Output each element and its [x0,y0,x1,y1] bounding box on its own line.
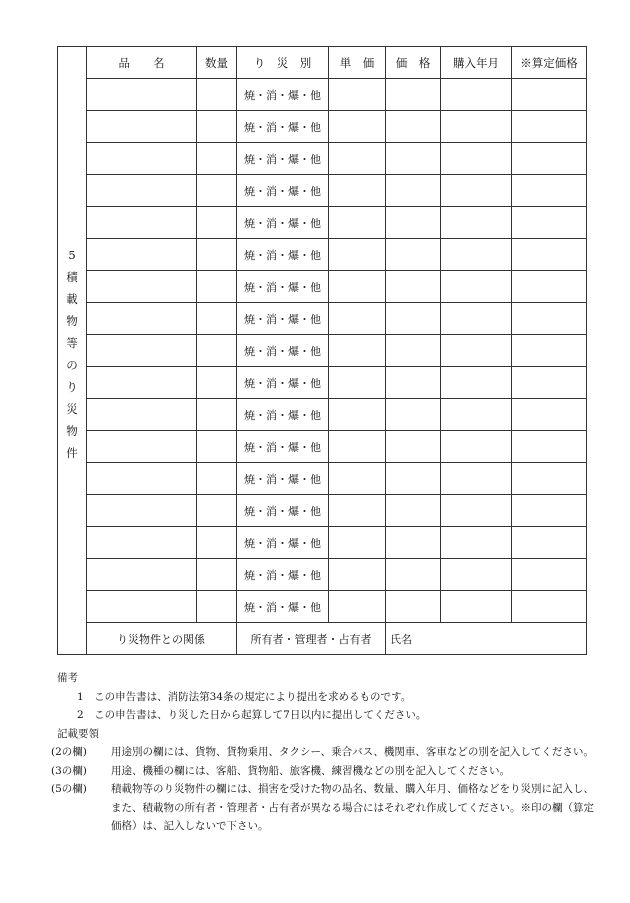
item-name-input[interactable] [87,239,197,271]
damage-type-cell: 焼・消・爆・他 [237,527,329,559]
item-name-input[interactable] [87,175,197,207]
relation-options[interactable]: 所有者・管理者・占有者 [237,623,386,655]
cargo-damage-table [57,46,587,655]
unit-price-input[interactable] [329,143,386,175]
unit-price-input[interactable] [329,303,386,335]
purchase-date-input[interactable] [441,207,512,239]
quantity-input[interactable] [197,591,237,623]
damage-type-cell: 焼・消・爆・他 [237,79,329,111]
unit-price-input[interactable] [329,367,386,399]
purchase-date-input[interactable] [441,303,512,335]
purchase-date-input[interactable] [441,495,512,527]
unit-price-input[interactable] [329,463,386,495]
assessed-price-cell [512,367,587,399]
quantity-input[interactable] [197,559,237,591]
item-name-input[interactable] [87,79,197,111]
table-row [58,495,587,527]
quantity-input[interactable] [197,239,237,271]
unit-price-input[interactable] [329,431,386,463]
instructions-heading: 記載要領 [57,727,99,740]
instruction-key: (2の欄) [51,746,87,758]
item-name-input[interactable] [87,591,197,623]
section-title-char: 載 [66,291,78,306]
table-row [58,527,587,559]
notes-section [51,669,597,836]
unit-price-input[interactable] [329,239,386,271]
item-name-input[interactable] [87,367,197,399]
header-damage-type: り 災 別 [237,47,329,79]
table-row [58,175,587,207]
instruction-key: (3の欄) [51,764,87,777]
unit-price-input[interactable] [329,591,386,623]
item-name-input[interactable] [87,111,197,143]
header-price: 価 格 [386,47,441,79]
header-quantity: 数量 [197,47,237,79]
header-row [58,47,587,79]
purchase-date-input[interactable] [441,463,512,495]
section-title-char: の [66,357,78,372]
table-row [58,271,587,303]
unit-price-input[interactable] [329,559,386,591]
table-row [58,143,587,175]
assessed-price-cell [512,271,587,303]
purchase-date-input[interactable] [441,591,512,623]
quantity-input[interactable] [197,303,237,335]
item-name-input[interactable] [87,143,197,175]
item-name-input[interactable] [87,559,197,591]
instruction-text: 用途別の欄には、貨物、貨物乗用、タクシー、乗合バス、機関車、客車などの別を記入してください。 [111,746,594,758]
damage-type-cell: 焼・消・爆・他 [237,207,329,239]
assessed-price-cell [512,143,587,175]
item-name-input[interactable] [87,271,197,303]
purchase-date-input[interactable] [441,239,512,271]
quantity-input[interactable] [197,367,237,399]
purchase-date-input[interactable] [441,527,512,559]
purchase-date-input[interactable] [441,143,512,175]
quantity-input[interactable] [197,463,237,495]
assessed-price-cell [512,79,587,111]
price-input[interactable] [386,79,441,111]
table-row [58,79,587,111]
unit-price-input[interactable] [329,175,386,207]
table-row [58,591,587,623]
item-name-input[interactable] [87,431,197,463]
purchase-date-input[interactable] [441,367,512,399]
price-input[interactable] [386,207,441,239]
assessed-price-cell [512,463,587,495]
section-title-char: 積 [66,269,78,284]
quantity-input[interactable] [197,271,237,303]
instruction-text: 用途、機種の欄には、客船、貨物船、旅客機、練習機などの別を記入してください。 [111,764,510,777]
price-input[interactable] [386,399,441,431]
unit-price-input[interactable] [329,111,386,143]
item-name-input[interactable] [87,303,197,335]
damage-type-cell: 焼・消・爆・他 [237,559,329,591]
purchase-date-input[interactable] [441,559,512,591]
quantity-input[interactable] [197,207,237,239]
purchase-date-input[interactable] [441,335,512,367]
relation-label: り災物件との関係 [87,623,237,655]
assessed-price-cell [512,335,587,367]
quantity-input[interactable] [197,111,237,143]
relation-row [58,623,587,655]
price-input[interactable] [386,143,441,175]
header-assessed-price: ※算定価格 [512,47,587,79]
table-row [58,207,587,239]
assessed-price-cell [512,431,587,463]
section-title-char: り [66,379,78,394]
section-label-cell [58,47,87,655]
assessed-price-cell [512,591,587,623]
quantity-input[interactable] [197,175,237,207]
header-unit-price: 単 価 [329,47,386,79]
assessed-price-cell [512,111,587,143]
instruction-text: 積載物等のり災物件の欄には、損害を受けた物の品名、数量、購入年月、価格などをり災別に記入し、また、積載物の所有者・管理者・占有者が異なる場合にはそれぞれ作成してください。※印の欄（算定価格）は、記入しないで下さい。 [111,783,594,832]
price-input[interactable] [386,463,441,495]
item-name-input[interactable] [87,463,197,495]
assessed-price-cell [512,495,587,527]
price-input[interactable] [386,367,441,399]
assessed-price-cell [512,239,587,271]
section-title-char: 災 [66,401,78,416]
purchase-date-input[interactable] [441,431,512,463]
table-row [58,367,587,399]
table-row [58,463,587,495]
damage-type-cell: 焼・消・爆・他 [237,175,329,207]
price-input[interactable] [386,495,441,527]
section-title-char: 等 [66,335,78,350]
assessed-price-cell [512,527,587,559]
table-body [58,47,587,655]
assessed-price-cell [512,559,587,591]
quantity-input[interactable] [197,495,237,527]
quantity-input[interactable] [197,527,237,559]
damage-type-cell: 焼・消・爆・他 [237,463,329,495]
item-name-input[interactable] [87,527,197,559]
item-name-input[interactable] [87,399,197,431]
table-row [58,239,587,271]
instruction-item [51,762,597,781]
price-input[interactable] [386,527,441,559]
instruction-key: (5の欄) [51,783,87,795]
note-item-2: 2 この申告書は、り災した日から起算して7日以内に提出してください。 [77,709,427,721]
price-input[interactable] [386,175,441,207]
assessed-price-cell [512,207,587,239]
quantity-input[interactable] [197,399,237,431]
damage-type-cell: 焼・消・爆・他 [237,143,329,175]
damage-type-cell: 焼・消・爆・他 [237,271,329,303]
table-row [58,303,587,335]
section-title-char: 物 [66,423,78,438]
price-input[interactable] [386,591,441,623]
unit-price-input[interactable] [329,399,386,431]
price-input[interactable] [386,303,441,335]
damage-type-cell: 焼・消・爆・他 [237,399,329,431]
price-input[interactable] [386,271,441,303]
damage-type-cell: 焼・消・爆・他 [237,495,329,527]
unit-price-input[interactable] [329,335,386,367]
instruction-item [51,780,597,836]
price-input[interactable] [386,431,441,463]
damage-type-cell: 焼・消・爆・他 [237,335,329,367]
section-title-char: 件 [66,445,78,460]
item-name-input[interactable] [87,495,197,527]
header-purchase-date: 購入年月 [441,47,512,79]
table-row [58,431,587,463]
price-input[interactable] [386,335,441,367]
price-input[interactable] [386,559,441,591]
table-row [58,335,587,367]
purchase-date-input[interactable] [441,79,512,111]
price-input[interactable] [386,239,441,271]
header-item-name: 品 名 [87,47,197,79]
assessed-price-cell [512,175,587,207]
unit-price-input[interactable] [329,271,386,303]
table-row [58,111,587,143]
assessed-price-cell [512,303,587,335]
unit-price-input[interactable] [329,527,386,559]
purchase-date-input[interactable] [441,175,512,207]
notes-heading: 備考 [57,672,78,684]
purchase-date-input[interactable] [441,271,512,303]
damage-type-cell: 焼・消・爆・他 [237,239,329,271]
section-title [66,266,78,464]
damage-type-cell: 焼・消・爆・他 [237,431,329,463]
section-number: 5 [68,247,76,262]
item-name-input[interactable] [87,207,197,239]
assessed-price-cell [512,399,587,431]
purchase-date-input[interactable] [441,399,512,431]
table-row [58,559,587,591]
damage-type-cell: 焼・消・爆・他 [237,591,329,623]
note-item-1: 1 この申告書は、消防法第34条の規定により提出を求めるものです。 [77,690,412,703]
instruction-item [51,743,597,762]
item-name-input[interactable] [87,335,197,367]
unit-price-input[interactable] [329,495,386,527]
price-input[interactable] [386,111,441,143]
quantity-input[interactable] [197,79,237,111]
damage-type-cell: 焼・消・爆・他 [237,111,329,143]
owner-name-field[interactable]: 氏名 [386,623,587,655]
section-title-char: 物 [66,313,78,328]
section-label [58,244,86,464]
quantity-input[interactable] [197,431,237,463]
unit-price-input[interactable] [329,207,386,239]
damage-type-cell: 焼・消・爆・他 [237,367,329,399]
table-row [58,399,587,431]
damage-type-cell: 焼・消・爆・他 [237,303,329,335]
unit-price-input[interactable] [329,79,386,111]
quantity-input[interactable] [197,143,237,175]
quantity-input[interactable] [197,335,237,367]
purchase-date-input[interactable] [441,111,512,143]
